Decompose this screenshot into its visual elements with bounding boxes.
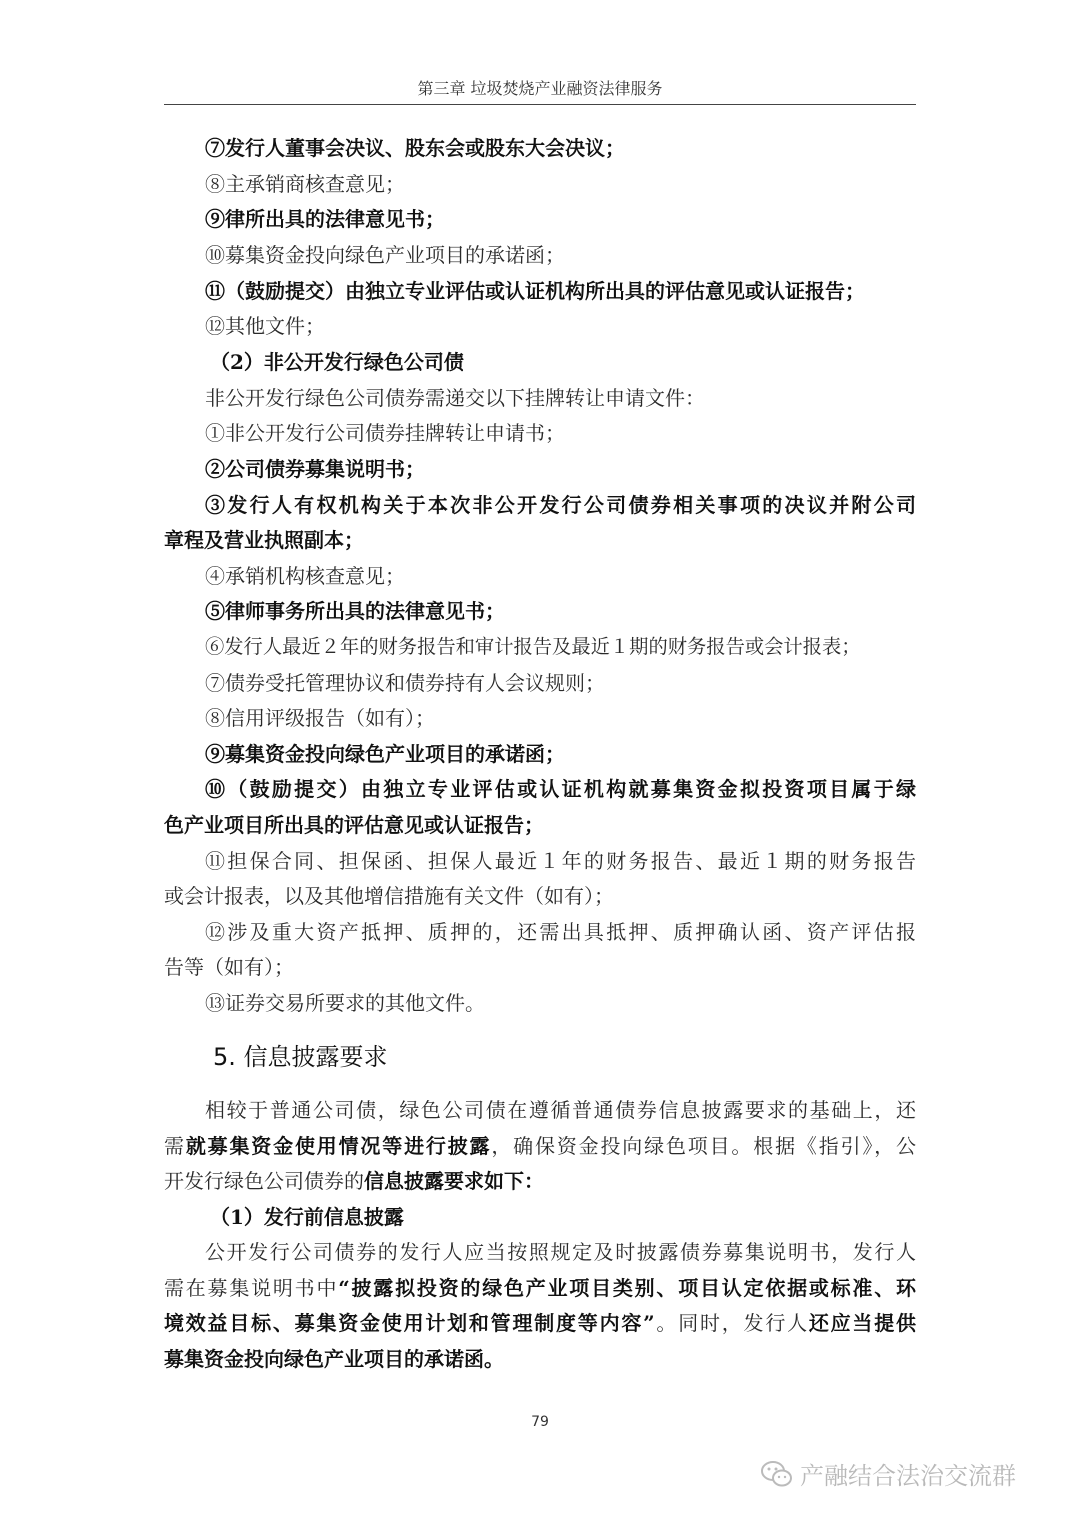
list-item: ⑪担保合同、担保函、担保人最近１年的财务报告、最近１期的财务报告 xyxy=(205,849,916,873)
list-item: ⑫其他文件； xyxy=(205,314,325,338)
paragraph-line: 境效益目标、募集资金使用计划和管理制度等内容”。同时，发行人还应当提供 xyxy=(164,1311,916,1335)
list-item: ⑫涉及重大资产抵押、质押的，还需出具抵押、质押确认函、资产评估报 xyxy=(205,920,916,944)
list-item: ⑨募集资金投向绿色产业项目的承诺函； xyxy=(205,742,565,766)
list-item: ①非公开发行公司债券挂牌转让申请书； xyxy=(205,421,565,445)
subheading: （2）非公开发行绿色公司债 xyxy=(210,350,464,374)
header-divider xyxy=(164,104,916,105)
running-header: 第三章 垃圾焚烧产业融资法律服务 xyxy=(417,79,663,98)
list-item: ⑤律师事务所出具的法律意见书； xyxy=(205,599,505,623)
wechat-icon xyxy=(760,1459,794,1489)
list-item: ⑦债券受托管理协议和债券持有人会议规则； xyxy=(205,671,605,695)
watermark xyxy=(760,1456,1016,1491)
paragraph-line: 相较于普通公司债，绿色公司债在遵循普通债券信息披露要求的基础上，还 xyxy=(205,1098,916,1122)
list-item-continuation: 色产业项目所出具的评估意见或认证报告； xyxy=(164,813,544,837)
list-item: ⑩（鼓励提交）由独立专业评估或认证机构就募集资金拟投资项目属于绿 xyxy=(205,777,916,801)
paragraph-line: 需就募集资金使用情况等进行披露，确保资金投向绿色项目。根据《指引》，公 xyxy=(164,1134,917,1158)
list-item: ④承销机构核查意见； xyxy=(205,564,405,588)
list-item: ⑨律所出具的法律意见书； xyxy=(205,207,445,231)
list-item: ⑪（鼓励提交）由独立专业评估或认证机构所出具的评估意见或认证报告； xyxy=(205,279,865,303)
list-item-continuation: 章程及营业执照副本； xyxy=(164,528,364,552)
subheading: （1）发行前信息披露 xyxy=(210,1205,404,1229)
list-item: ⑩募集资金投向绿色产业项目的承诺函； xyxy=(205,243,565,267)
list-item-continuation: 告等（如有）； xyxy=(164,955,294,979)
section-heading: 5. 信息披露要求 xyxy=(213,1043,388,1071)
list-item-continuation: 或会计报表，以及其他增信措施有关文件（如有）； xyxy=(164,884,614,908)
list-item: ⑧信用评级报告（如有）； xyxy=(205,706,435,730)
paragraph-line: 募集资金投向绿色产业项目的承诺函。 xyxy=(164,1347,504,1371)
paragraph-line: 非公开发行绿色公司债券需递交以下挂牌转让申请文件： xyxy=(205,386,705,410)
list-item: ⑬证券交易所要求的其他文件。 xyxy=(205,991,485,1015)
list-item: ⑧主承销商核查意见； xyxy=(205,172,405,196)
list-item: ⑦发行人董事会决议、股东会或股东大会决议； xyxy=(205,136,625,160)
list-item: ⑥发行人最近２年的财务报告和审计报告及最近１期的财务报告或会计报表； xyxy=(205,635,861,658)
list-item: ③发行人有权机构关于本次非公开发行公司债券相关事项的决议并附公司 xyxy=(205,493,916,517)
paragraph-line: 开发行绿色公司债券的信息披露要求如下： xyxy=(164,1169,544,1193)
paragraph-line: 公开发行公司债券的发行人应当按照规定及时披露债券募集说明书，发行人 xyxy=(205,1240,916,1264)
paragraph-line: 需在募集说明书中“披露拟投资的绿色产业项目类别、项目认定依据或标准、环 xyxy=(164,1276,916,1300)
page-number: 79 xyxy=(531,1414,549,1430)
watermark-text: 产融结合法治交流群 xyxy=(800,1462,1016,1490)
list-item: ②公司债券募集说明书； xyxy=(205,457,425,481)
